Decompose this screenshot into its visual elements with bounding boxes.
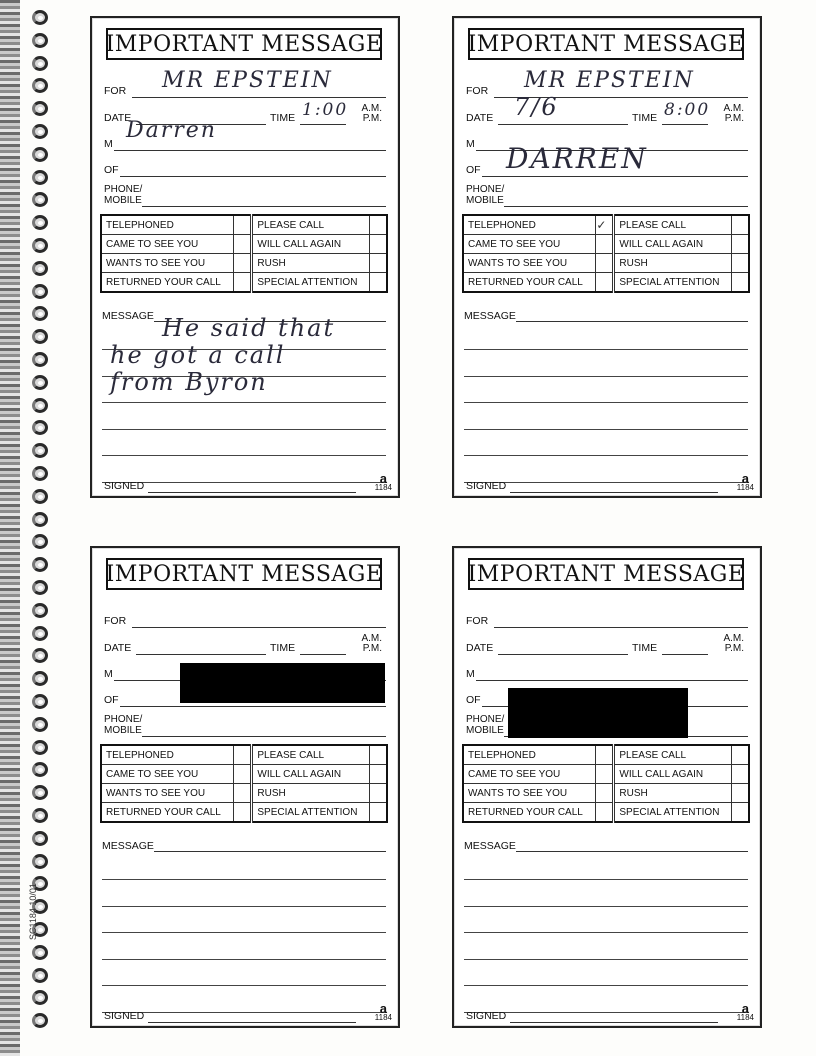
am-pm-label: A.M. P.M. <box>723 103 744 124</box>
spiral-ring <box>32 648 48 663</box>
spiral-ring <box>32 694 48 709</box>
slip-title: IMPORTANT MESSAGE <box>468 558 744 590</box>
check-box[interactable] <box>370 235 388 254</box>
checkbox-table <box>462 744 750 823</box>
checkbox-row <box>463 273 749 293</box>
of-label: OF <box>466 694 481 706</box>
check-option-label: WANTS TO SEE YOU <box>101 254 234 273</box>
checkbox-row <box>463 765 749 784</box>
form-logo: a 1184 <box>736 1001 754 1022</box>
of-line <box>120 176 386 177</box>
check-option-label: PLEASE CALL <box>614 215 732 235</box>
spiral-ring <box>32 557 48 572</box>
check-option-label: SPECIAL ATTENTION <box>252 803 370 823</box>
checkbox-table <box>462 214 750 293</box>
spiral-ring <box>32 375 48 390</box>
spiral-ring <box>32 215 48 230</box>
message-slip <box>452 546 762 1028</box>
check-box[interactable] <box>370 745 388 765</box>
message-line <box>464 349 748 350</box>
phone-label: PHONE/ MOBILE <box>104 184 143 206</box>
check-option-label: CAME TO SEE YOU <box>463 235 596 254</box>
message-slip <box>90 16 400 498</box>
check-box[interactable] <box>596 235 614 254</box>
time-line <box>662 654 708 655</box>
for-line <box>132 627 386 628</box>
of-handwriting: DARREN <box>506 142 648 175</box>
spiral-ring <box>32 124 48 139</box>
spiral-ring <box>32 603 48 618</box>
check-box[interactable] <box>234 765 252 784</box>
message-slip <box>452 16 762 498</box>
message-line <box>464 429 748 430</box>
signed-line <box>148 492 356 493</box>
check-option-label: WILL CALL AGAIN <box>614 235 732 254</box>
check-option-label: CAME TO SEE YOU <box>101 235 234 254</box>
for-label: FOR <box>466 85 489 97</box>
redaction-box <box>508 688 688 738</box>
check-box[interactable] <box>596 784 614 803</box>
for-label: FOR <box>104 85 127 97</box>
logo-icon: a <box>379 1001 388 1016</box>
of-label: OF <box>466 164 481 176</box>
for-label: FOR <box>104 615 127 627</box>
time-label: TIME <box>270 642 296 654</box>
am-pm-label: A.M. P.M. <box>723 633 744 654</box>
spiral-ring <box>32 785 48 800</box>
phone-line <box>504 206 748 207</box>
checkbox-row <box>101 803 387 823</box>
spiral-ring <box>32 329 48 344</box>
spiral-ring <box>32 284 48 299</box>
check-box[interactable] <box>234 784 252 803</box>
form-logo: a 1184 <box>736 471 754 492</box>
spiral-ring <box>32 147 48 162</box>
date-label: DATE <box>466 642 494 654</box>
slip-title: IMPORTANT MESSAGE <box>468 28 744 60</box>
of-label: OF <box>104 164 119 176</box>
for-handwriting: MR EPSTEIN <box>524 68 695 93</box>
check-option-label: TELEPHONED <box>463 745 596 765</box>
spiral-ring <box>32 1013 48 1028</box>
date-handwriting: 7/6 <box>514 93 559 121</box>
m-line <box>476 680 748 681</box>
check-option-label: WANTS TO SEE YOU <box>463 784 596 803</box>
check-box[interactable] <box>370 215 388 235</box>
checkbox-row <box>463 784 749 803</box>
spiral-ring <box>32 420 48 435</box>
check-box[interactable] <box>370 765 388 784</box>
check-box[interactable] <box>234 803 252 823</box>
slip-title: IMPORTANT MESSAGE <box>106 558 382 590</box>
check-option-label: CAME TO SEE YOU <box>101 765 234 784</box>
check-box[interactable] <box>732 235 750 254</box>
check-option-label: RETURNED YOUR CALL <box>101 803 234 823</box>
m-label: M <box>104 668 113 680</box>
checkbox-row <box>463 235 749 254</box>
check-option-label: WANTS TO SEE YOU <box>101 784 234 803</box>
message-line <box>102 455 386 456</box>
page-edge-strip <box>0 0 20 1056</box>
check-box[interactable] <box>596 765 614 784</box>
side-code: SC1184 10/01 <box>28 883 38 940</box>
message-first-line <box>516 851 748 852</box>
check-box[interactable] <box>732 273 750 293</box>
check-option-label: RUSH <box>614 254 732 273</box>
check-option-label: RETURNED YOUR CALL <box>463 273 596 293</box>
spiral-ring <box>32 489 48 504</box>
check-option-label: RUSH <box>614 784 732 803</box>
checkmark-icon: ✓ <box>596 218 607 232</box>
check-box[interactable] <box>732 765 750 784</box>
message-handwriting: from Byron <box>110 368 268 396</box>
check-box[interactable] <box>732 215 750 235</box>
message-handwriting: He said that <box>162 314 336 342</box>
spiral-ring <box>32 626 48 641</box>
check-box[interactable] <box>370 784 388 803</box>
time-label: TIME <box>270 112 296 124</box>
message-line <box>464 959 748 960</box>
message-line <box>102 985 386 986</box>
checkbox-row <box>101 745 387 765</box>
message-label: MESSAGE <box>464 310 516 322</box>
message-line <box>102 402 386 403</box>
time-label: TIME <box>632 112 658 124</box>
logo-icon: a <box>741 1001 750 1016</box>
check-box[interactable] <box>234 235 252 254</box>
spiral-ring <box>32 238 48 253</box>
check-option-label: CAME TO SEE YOU <box>463 765 596 784</box>
time-handwriting: 8:00 <box>664 100 711 120</box>
checkbox-table <box>100 214 388 293</box>
check-box[interactable] <box>596 745 614 765</box>
spiral-ring <box>32 512 48 527</box>
checkbox-row <box>101 254 387 273</box>
check-option-label: WANTS TO SEE YOU <box>463 254 596 273</box>
message-label: MESSAGE <box>102 840 154 852</box>
spiral-ring <box>32 466 48 481</box>
am-pm-label: A.M. P.M. <box>361 103 382 124</box>
check-option-label: TELEPHONED <box>101 745 234 765</box>
checkbox-row <box>463 745 749 765</box>
checkbox-row <box>101 765 387 784</box>
checkbox-row <box>463 803 749 823</box>
date-label: DATE <box>466 112 494 124</box>
message-first-line <box>154 851 386 852</box>
phone-line <box>142 206 386 207</box>
for-line <box>494 627 748 628</box>
spiral-ring <box>32 717 48 732</box>
message-line <box>464 985 748 986</box>
spiral-ring <box>32 56 48 71</box>
check-box[interactable] <box>596 215 614 235</box>
m-handwriting: Darren <box>126 118 217 143</box>
form-logo: a 1184 <box>374 1001 392 1022</box>
check-box[interactable] <box>234 254 252 273</box>
time-label: TIME <box>632 642 658 654</box>
checkbox-row <box>101 235 387 254</box>
message-handwriting: he got a call <box>110 341 286 369</box>
signed-label: SIGNED <box>466 480 507 492</box>
date-line <box>136 654 266 655</box>
phone-label: PHONE/ MOBILE <box>104 714 143 736</box>
check-box[interactable] <box>732 784 750 803</box>
spiral-ring <box>32 443 48 458</box>
check-option-label: WILL CALL AGAIN <box>252 765 370 784</box>
spiral-ring <box>32 398 48 413</box>
spiral-ring <box>32 10 48 25</box>
check-box[interactable] <box>596 273 614 293</box>
signed-line <box>510 492 718 493</box>
logo-icon: a <box>741 471 750 486</box>
message-line <box>464 932 748 933</box>
check-option-label: SPECIAL ATTENTION <box>614 803 732 823</box>
date-label: DATE <box>104 642 132 654</box>
check-box[interactable] <box>234 215 252 235</box>
time-line <box>300 654 346 655</box>
message-line <box>102 482 386 483</box>
check-option-label: RETURNED YOUR CALL <box>463 803 596 823</box>
phone-label: PHONE/ MOBILE <box>466 714 505 736</box>
check-option-label: PLEASE CALL <box>614 745 732 765</box>
check-box[interactable] <box>370 273 388 293</box>
check-option-label: SPECIAL ATTENTION <box>614 273 732 293</box>
checkbox-row <box>101 215 387 235</box>
spiral-ring <box>32 170 48 185</box>
message-line <box>102 879 386 880</box>
check-box[interactable] <box>596 254 614 273</box>
phone-label: PHONE/ MOBILE <box>466 184 505 206</box>
message-line <box>102 906 386 907</box>
check-box[interactable] <box>234 745 252 765</box>
check-option-label: PLEASE CALL <box>252 745 370 765</box>
spiral-ring <box>32 831 48 846</box>
check-box[interactable] <box>234 273 252 293</box>
logo-icon: a <box>379 471 388 486</box>
check-option-label: SPECIAL ATTENTION <box>252 273 370 293</box>
slip-title: IMPORTANT MESSAGE <box>106 28 382 60</box>
m-line <box>114 150 386 151</box>
message-line <box>464 402 748 403</box>
checkbox-row <box>101 273 387 293</box>
spiral-ring <box>32 101 48 116</box>
checkbox-table <box>100 744 388 823</box>
spiral-ring <box>32 352 48 367</box>
spiral-ring <box>32 968 48 983</box>
m-label: M <box>466 138 475 150</box>
check-box[interactable] <box>370 254 388 273</box>
check-option-label: RUSH <box>252 254 370 273</box>
for-label: FOR <box>466 615 489 627</box>
message-line <box>102 959 386 960</box>
of-line <box>482 176 748 177</box>
spiral-ring <box>32 192 48 207</box>
check-box[interactable] <box>596 803 614 823</box>
spiral-ring <box>32 580 48 595</box>
time-line <box>300 124 346 125</box>
message-line <box>464 879 748 880</box>
check-option-label: TELEPHONED <box>463 215 596 235</box>
check-option-label: WILL CALL AGAIN <box>252 235 370 254</box>
spiral-ring <box>32 762 48 777</box>
spiral-ring <box>32 534 48 549</box>
check-box[interactable] <box>732 745 750 765</box>
spiral-ring <box>32 261 48 276</box>
of-label: OF <box>104 694 119 706</box>
date-label: DATE <box>104 112 132 124</box>
signed-label: SIGNED <box>466 1010 507 1022</box>
signed-label: SIGNED <box>104 1010 145 1022</box>
check-option-label: TELEPHONED <box>101 215 234 235</box>
check-option-label: RETURNED YOUR CALL <box>101 273 234 293</box>
for-handwriting: MR EPSTEIN <box>162 68 333 93</box>
message-label: MESSAGE <box>102 310 154 322</box>
spiral-ring <box>32 740 48 755</box>
message-line <box>102 429 386 430</box>
spiral-ring <box>32 671 48 686</box>
message-first-line <box>516 321 748 322</box>
phone-line <box>142 736 386 737</box>
checkbox-row <box>101 784 387 803</box>
spiral-ring <box>32 945 48 960</box>
date-line <box>498 654 628 655</box>
signed-line <box>510 1022 718 1023</box>
m-label: M <box>104 138 113 150</box>
for-line <box>132 97 386 98</box>
time-line <box>662 124 708 125</box>
date-line <box>498 124 628 125</box>
check-box[interactable] <box>732 803 750 823</box>
check-box[interactable] <box>732 254 750 273</box>
spiral-ring <box>32 990 48 1005</box>
message-slip <box>90 546 400 1028</box>
check-option-label: PLEASE CALL <box>252 215 370 235</box>
spiral-binding <box>0 0 70 1056</box>
checkbox-row <box>463 254 749 273</box>
spiral-ring <box>32 306 48 321</box>
m-label: M <box>466 668 475 680</box>
message-line <box>464 482 748 483</box>
check-box[interactable] <box>370 803 388 823</box>
checkbox-row <box>463 215 749 235</box>
message-line <box>102 932 386 933</box>
check-option-label: RUSH <box>252 784 370 803</box>
spiral-ring <box>32 78 48 93</box>
check-option-label: WILL CALL AGAIN <box>614 765 732 784</box>
message-line <box>464 1012 748 1013</box>
time-handwriting: 1:00 <box>302 100 349 120</box>
message-line <box>464 376 748 377</box>
redaction-box <box>180 663 385 703</box>
form-logo: a 1184 <box>374 471 392 492</box>
message-line <box>464 455 748 456</box>
signed-line <box>148 1022 356 1023</box>
spiral-ring <box>32 808 48 823</box>
message-line <box>464 906 748 907</box>
spiral-ring <box>32 854 48 869</box>
message-line <box>102 1012 386 1013</box>
am-pm-label: A.M. P.M. <box>361 633 382 654</box>
message-label: MESSAGE <box>464 840 516 852</box>
of-line <box>120 706 386 707</box>
signed-label: SIGNED <box>104 480 145 492</box>
spiral-ring <box>32 33 48 48</box>
